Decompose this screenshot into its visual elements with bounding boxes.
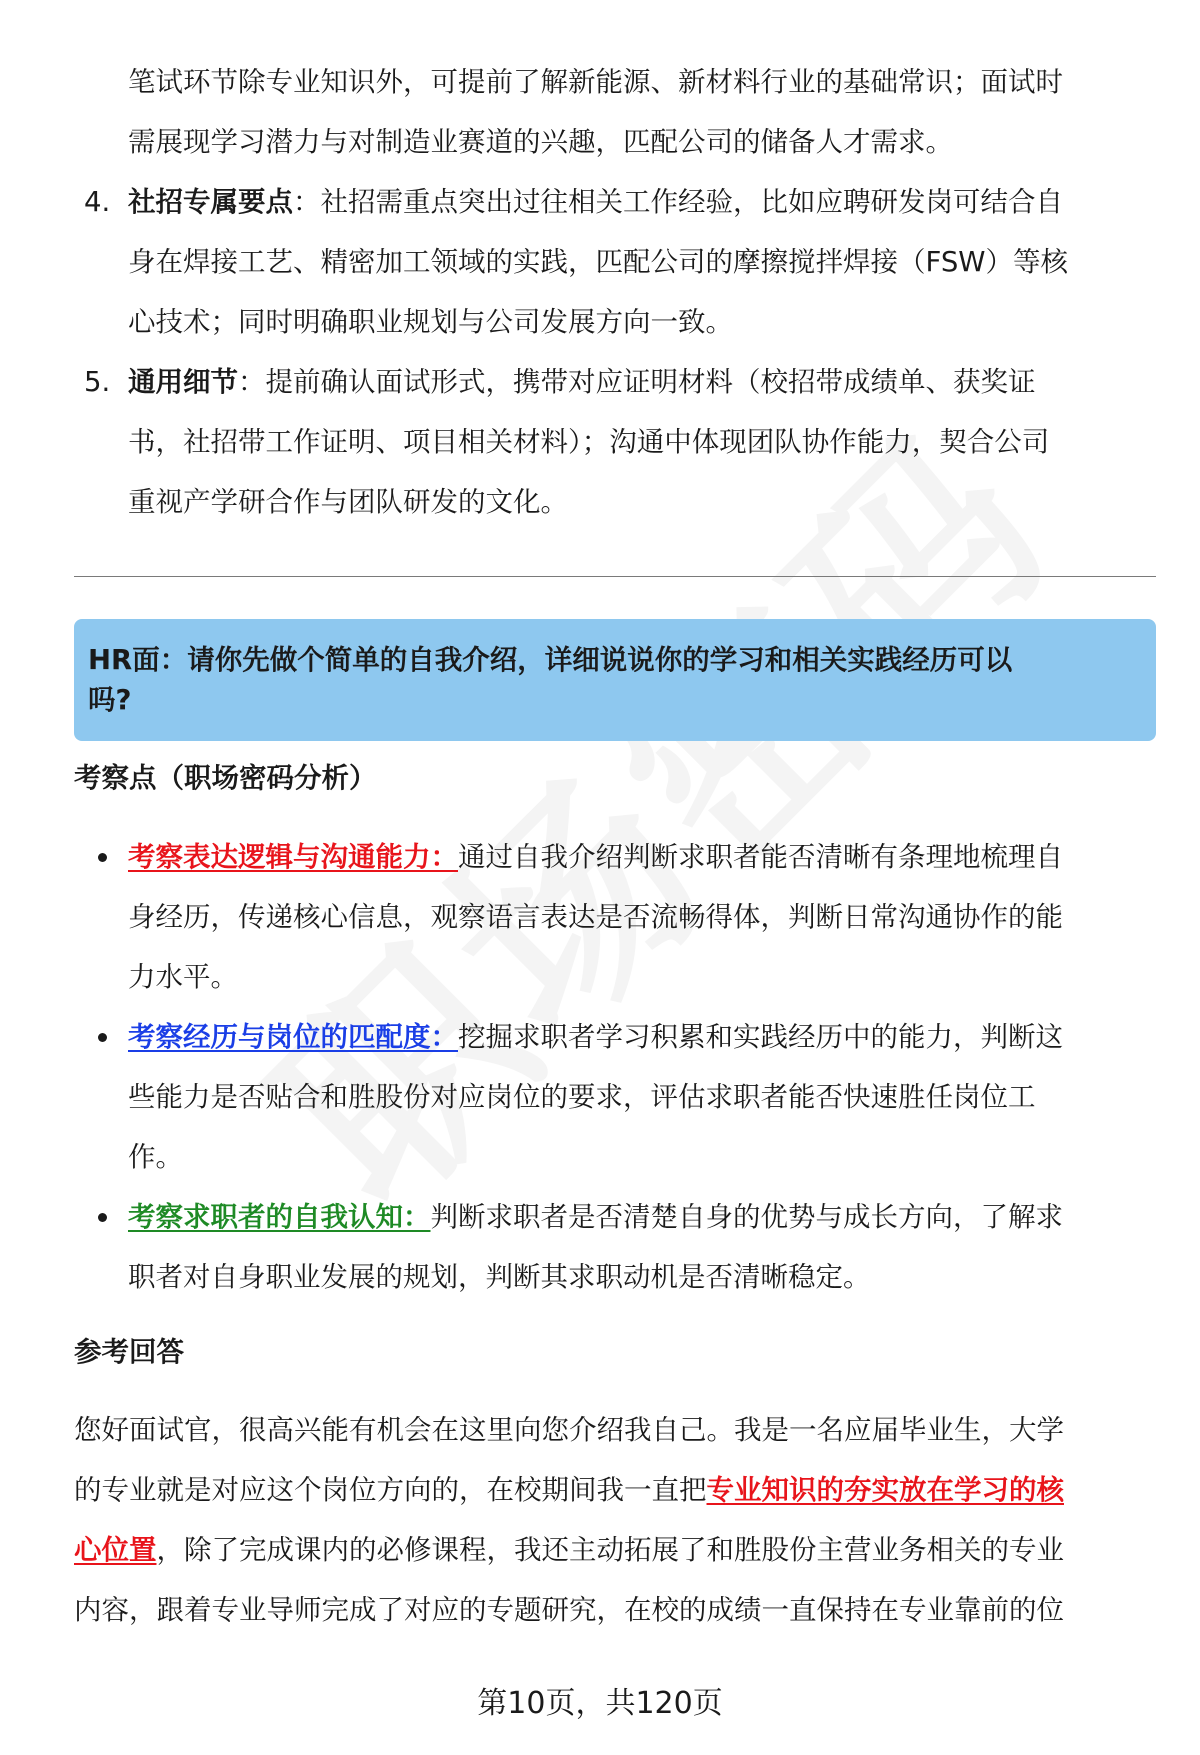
point-text: 些能力是否贴合和胜股份对应岗位的要求，评估求职者能否快速胜任岗位工: [128, 1081, 1036, 1113]
answer-heading: 参考回答: [74, 1336, 184, 1368]
bullet-icon: [98, 853, 107, 862]
answer-highlight: 心位置: [74, 1534, 157, 1566]
list-item-title: 社招专属要点: [128, 186, 293, 218]
list-item-text: 心技术；同时明确职业规划与公司发展方向一致。: [128, 306, 733, 338]
assessment-point: [74, 1007, 1156, 1187]
point-text: 判断求职者是否清楚自身的优势与成长方向，了解求: [430, 1201, 1063, 1233]
list-item-number: 5.: [84, 366, 111, 398]
section-divider: [74, 576, 1156, 577]
list-item-5: [74, 352, 1156, 532]
list-continuation-line: 笔试环节除专业知识外，可提前了解新能源、新材料行业的基础常识；面试时: [128, 66, 1063, 98]
answer-text: ，除了完成课内的必修课程，我还主动拓展了和胜股份主营业务相关的专业: [156, 1534, 1064, 1566]
list-continuation-line: 需展现学习潜力与对制造业赛道的兴趣，匹配公司的储备人才需求。: [128, 126, 953, 158]
list-item-text: ：社招需重点突出过往相关工作经验，比如应聘研发岗可结合自: [293, 186, 1063, 218]
assessment-point: [74, 827, 1156, 1007]
point-label: 考察经历与岗位的匹配度：: [128, 1021, 458, 1053]
point-text: 身经历，传递核心信息，观察语言表达是否流畅得体，判断日常沟通协作的能: [128, 901, 1063, 933]
list-item-text: 重视产学研合作与团队研发的文化。: [128, 486, 568, 518]
list-item-title: 通用细节: [128, 366, 238, 398]
bullet-icon: [98, 1033, 107, 1042]
point-text: 力水平。: [128, 961, 238, 993]
bullet-icon: [98, 1213, 107, 1222]
assessment-list: [74, 827, 1156, 1307]
question-line: 吗?: [88, 684, 132, 716]
list-item-text: 身在焊接工艺、精密加工领域的实践，匹配公司的摩擦搅拌焊接（FSW）等核: [128, 246, 1068, 278]
list-item-4: [74, 172, 1156, 352]
numbered-list: [74, 52, 1156, 532]
answer-highlight: 专业知识的夯实放在学习的核: [706, 1474, 1064, 1506]
assessment-point: [74, 1187, 1156, 1307]
answer-line: 您好面试官，很高兴能有机会在这里向您介绍我自己。我是一名应届毕业生，大学: [74, 1414, 1064, 1446]
point-text: 挖掘求职者学习积累和实践经历中的能力，判断这: [458, 1021, 1063, 1053]
point-label: 考察表达逻辑与沟通能力：: [128, 841, 458, 873]
answer-line: 内容，跟着专业导师完成了对应的专题研究，在校的成绩一直保持在专业靠前的位: [74, 1594, 1064, 1626]
assessment-heading: 考察点（职场密码分析）: [74, 762, 377, 794]
point-text: 作。: [128, 1141, 183, 1173]
list-item-number: 4.: [84, 186, 111, 218]
list-item-text: ：提前确认面试形式，携带对应证明材料（校招带成绩单、获奖证: [238, 366, 1036, 398]
answer-body: [74, 1400, 1156, 1640]
point-label: 考察求职者的自我认知：: [128, 1201, 431, 1233]
page-footer: 第10页，共120页: [477, 1686, 723, 1721]
question-box: [74, 619, 1156, 741]
point-text: 职者对自身职业发展的规划，判断其求职动机是否清晰稳定。: [128, 1261, 871, 1293]
question-line: HR面：请你先做个简单的自我介绍，详细说说你的学习和相关实践经历可以: [88, 644, 1013, 676]
answer-text: 的专业就是对应这个岗位方向的，在校期间我一直把: [74, 1474, 707, 1506]
list-item-text: 书，社招带工作证明、项目相关材料）；沟通中体现团队协作能力，契合公司: [128, 426, 1050, 458]
point-text: 通过自我介绍判断求职者能否清晰有条理地梳理自: [458, 841, 1063, 873]
